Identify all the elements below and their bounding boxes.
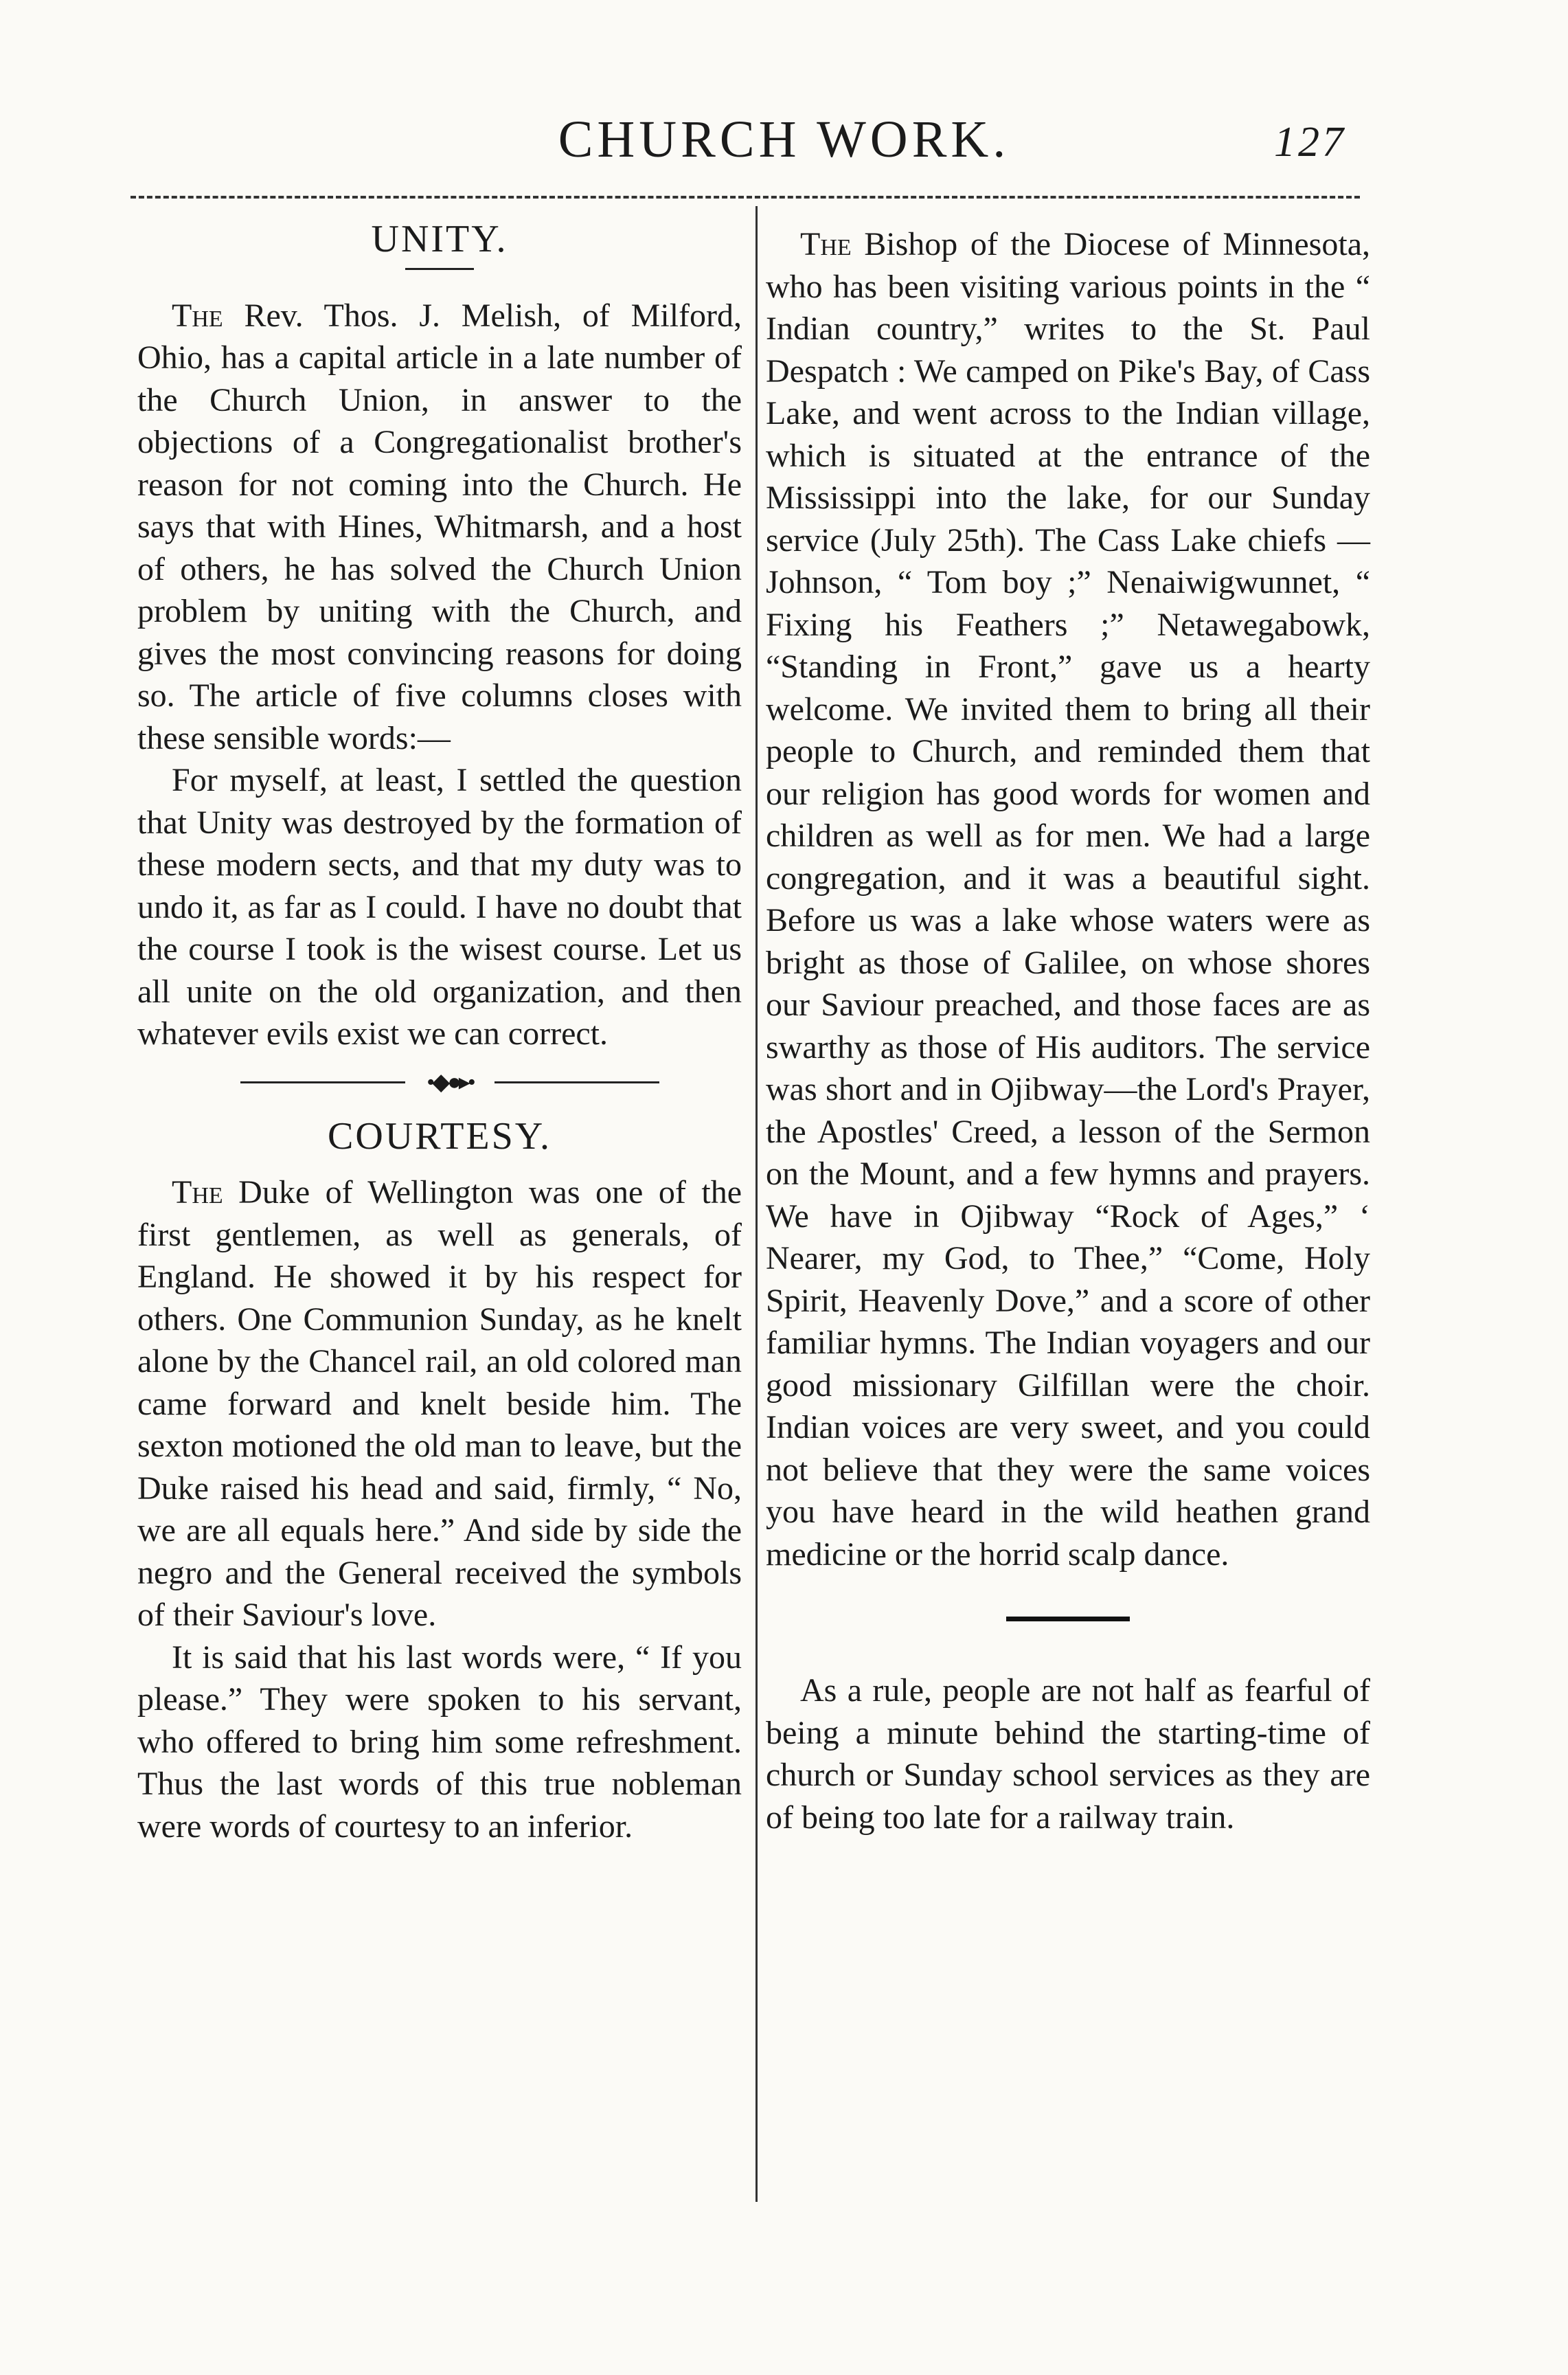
page-header [0,103,1568,185]
ornament-line-right [495,1081,659,1083]
running-title: CHURCH WORK. [558,111,1010,168]
ornament-line-left [240,1081,405,1083]
bishop-lead-word: The [800,226,852,262]
unity-heading-rule [405,268,474,270]
courtesy-paragraph-2: It is said that his last words were, “ If you please.” They were spoken to his servant, who offered to bring him some refreshment. Thus the last words of this true nobleman were words of courtesy to an inferior. [137,1639,742,1845]
bishop-paragraph [766,223,1370,1575]
unity-heading: UNITY. [371,218,508,260]
column-divider [755,206,758,2202]
rule-note-paragraph: As a rule, people are not half as fearful of being a minute behind the starting-time of church or Sunday school services as they are of being too late for a railway train. [766,1672,1370,1836]
section-rule [1006,1617,1130,1621]
header-rule [130,196,1360,199]
right-column [766,206,1370,1838]
unity-paragraph-2: For myself, at least, I settled the question that Unity was destroyed by the formation of these modern sects, and that my duty was to undo it, as far as I could. I have no doubt that the course I took is the wisest course. Let us all unite on the old organization, and then whatever evils exist we can correct. [137,762,742,1052]
courtesy-paragraph-1 [137,1171,742,1636]
courtesy-heading: COURTESY. [327,1114,552,1158]
unity-paragraph-1-text: Rev. Thos. J. Melish, of Milford, Ohio, has a capital article in a late number of the Church Union, in answer to the objections of a Congregationalist brother's reason for not coming into the Church. He says that with Hines, Whitmarsh, and a host of others, he has solved the Church Union problem by uniting with the Church, and gives the most convincing reasons for doing so. The article of five columns closes with these sensible words:— [137,297,742,756]
page-number: 127 [1274,119,1346,166]
unity-paragraph-1 [137,295,742,760]
courtesy-paragraph-1-text: Duke of Wellington was one of the first gentlemen, as well as generals, of England. He showed it by his respect for others. One Communion Sunday, as he knelt alone by the Chancel rail, an old colored man came forward and knelt beside him. The sexton motioned the old man to leave, but the Duke raised his head and said, firmly, “ No, we are all equals here.” And side by side the negro and the General received the symbols of their Saviour's love. [137,1174,742,1633]
ornament-glyph: •◆●▸• [427,1069,473,1095]
section-ornament [137,1069,742,1096]
unity-lead-word: The [172,297,223,334]
courtesy-lead-word: The [172,1174,223,1211]
bishop-paragraph-text: Bishop of the Diocese of Minnesota, who has been visiting various points in the “ Indian country,” writes to the St. Paul Despatch : We camped on Pike's Bay, of Cass Lake, and went across to the Indian village, which is situated at the entrance of the Mississippi into the lake, for our Sunday service (July 25th). The Cass Lake chiefs —Johnson, “ Tom boy ;” Nenaiwigwunnet, “ Fixing his Feathers ;” Netawegabowk, “Standing in Front,” gave us a hearty welcome. We invited them to bring all their people to Church, and reminded them that our religion has good words for women and children as well as for men. We had a large congregation, and it was a beautiful sight. Before us was a lake whose waters were as bright as those of Galilee, on whose shores our Saviour preached, and those faces are as swarthy as those of His auditors. The service was short and in Ojibway—the Lord's Prayer, the Apostles' Creed, a lesson of the Sermon on the Mount, and a few hymns and prayers. We have in Ojibway “Rock of Ages,” ‘ Nearer, my God, to Thee,” “Come, Holy Spirit, Heavenly Dove,” and a score of other familiar hymns. The Indian voyagers and our good missionary Gilfillan were the choir. Indian voices are very sweet, and you could not believe that they were the same voices you have heard in the wild heathen grand medicine or the horrid scalp dance. [766,226,1370,1573]
left-column [137,206,742,1847]
